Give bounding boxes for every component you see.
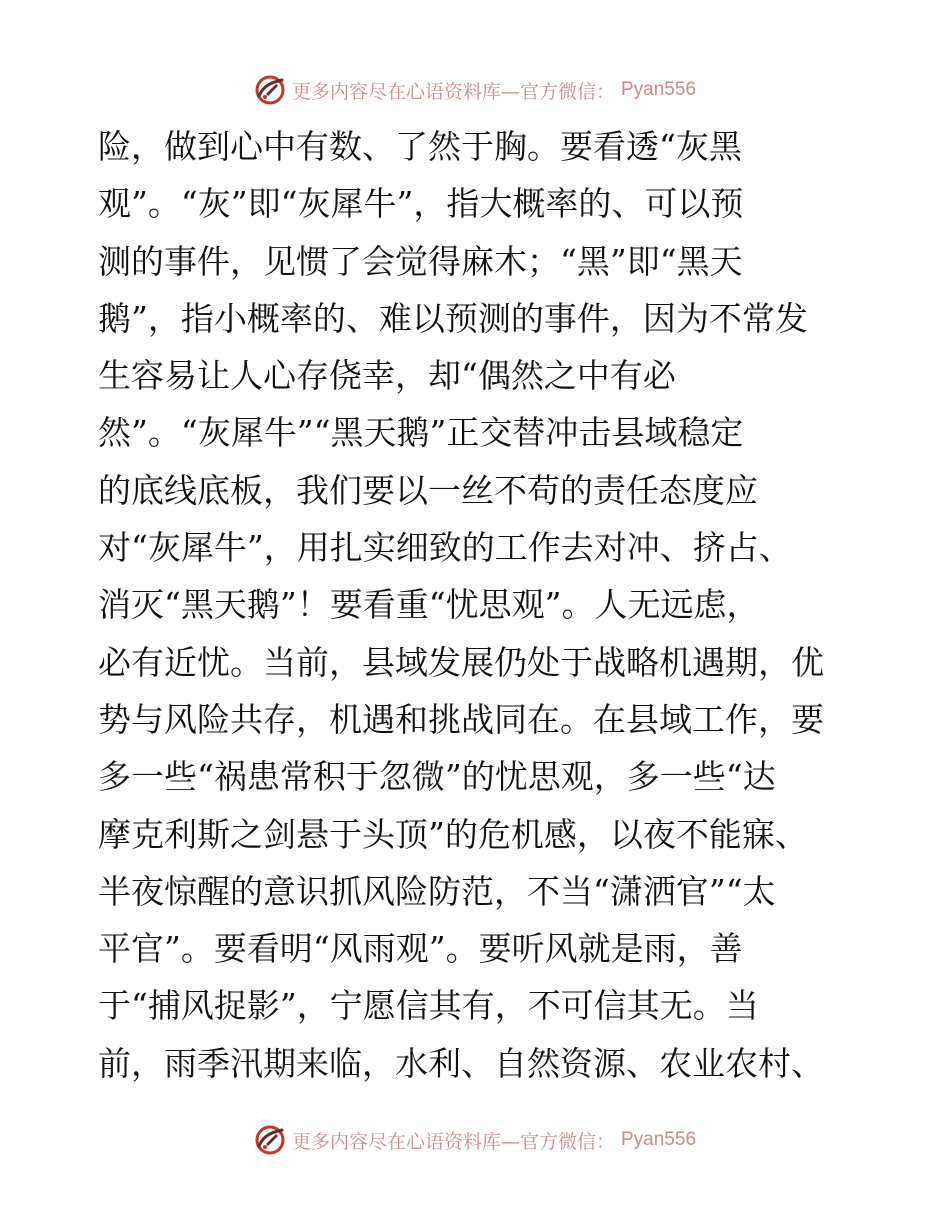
pen-logo-icon <box>254 1124 286 1156</box>
text-line: 半夜惊醒的意识抓风险防范，不当“潇洒官”“太 <box>98 871 776 911</box>
text-line: 平官”。要看明“风雨观”。要听风就是雨，善 <box>98 929 743 969</box>
text-line: 于“捕风捉影”，宁愿信其有，不可信其无。当 <box>98 986 759 1026</box>
text-line: 摩克利斯之剑悬于头顶”的危机感，以夜不能寐、 <box>98 814 808 854</box>
text-line: 测的事件，见惯了会觉得麻木；“黑”即“黑天 <box>98 241 743 281</box>
document-body <box>98 118 858 1092</box>
text-line: 多一些“祸患常积于忽微”的忧思观，多一些“达 <box>98 757 776 797</box>
footer-slogan: 更多内容尽在心语资料库—官方微信： <box>291 1130 615 1153</box>
text-line: 然”。“灰犀牛”“黑天鹅”正交替冲击县域稳定 <box>98 413 744 453</box>
header-slogan: 更多内容尽在心语资料库—官方微信： <box>291 80 615 103</box>
header-watermark <box>0 70 950 110</box>
text-line: 险，做到心中有数、了然于胸。要看透“灰黑 <box>98 127 742 166</box>
text-line: 消灭“黑天鹅”！要看重“忧思观”。人无远虑， <box>98 585 760 625</box>
text-line: 必有近忧。当前，县域发展仍处于战略机遇期，优 <box>98 642 824 682</box>
text-line: 前，雨季汛期来临，水利、自然资源、农业农村、 <box>98 1043 824 1083</box>
text-line: 对“灰犀牛”，用扎实细致的工作去对冲、挤占、 <box>98 528 792 568</box>
text-line: 的底线底板，我们要以一丝不苟的责任态度应 <box>98 470 758 510</box>
pen-logo-icon <box>254 74 286 106</box>
text-line: 生容易让人心存侥幸，却“偶然之中有必 <box>98 356 676 396</box>
footer-wechat-handle: Pyan556 <box>621 1129 697 1150</box>
footer-watermark <box>0 1120 950 1160</box>
text-line: 鹅”，指小概率的、难以预测的事件，因为不常发 <box>98 298 808 338</box>
text-line: 观”。“灰”即“灰犀牛”，指大概率的、可以预 <box>98 184 744 224</box>
text-line: 势与风险共存，机遇和挑战同在。在县域工作，要 <box>98 699 824 739</box>
header-wechat-handle: Pyan556 <box>621 79 697 100</box>
